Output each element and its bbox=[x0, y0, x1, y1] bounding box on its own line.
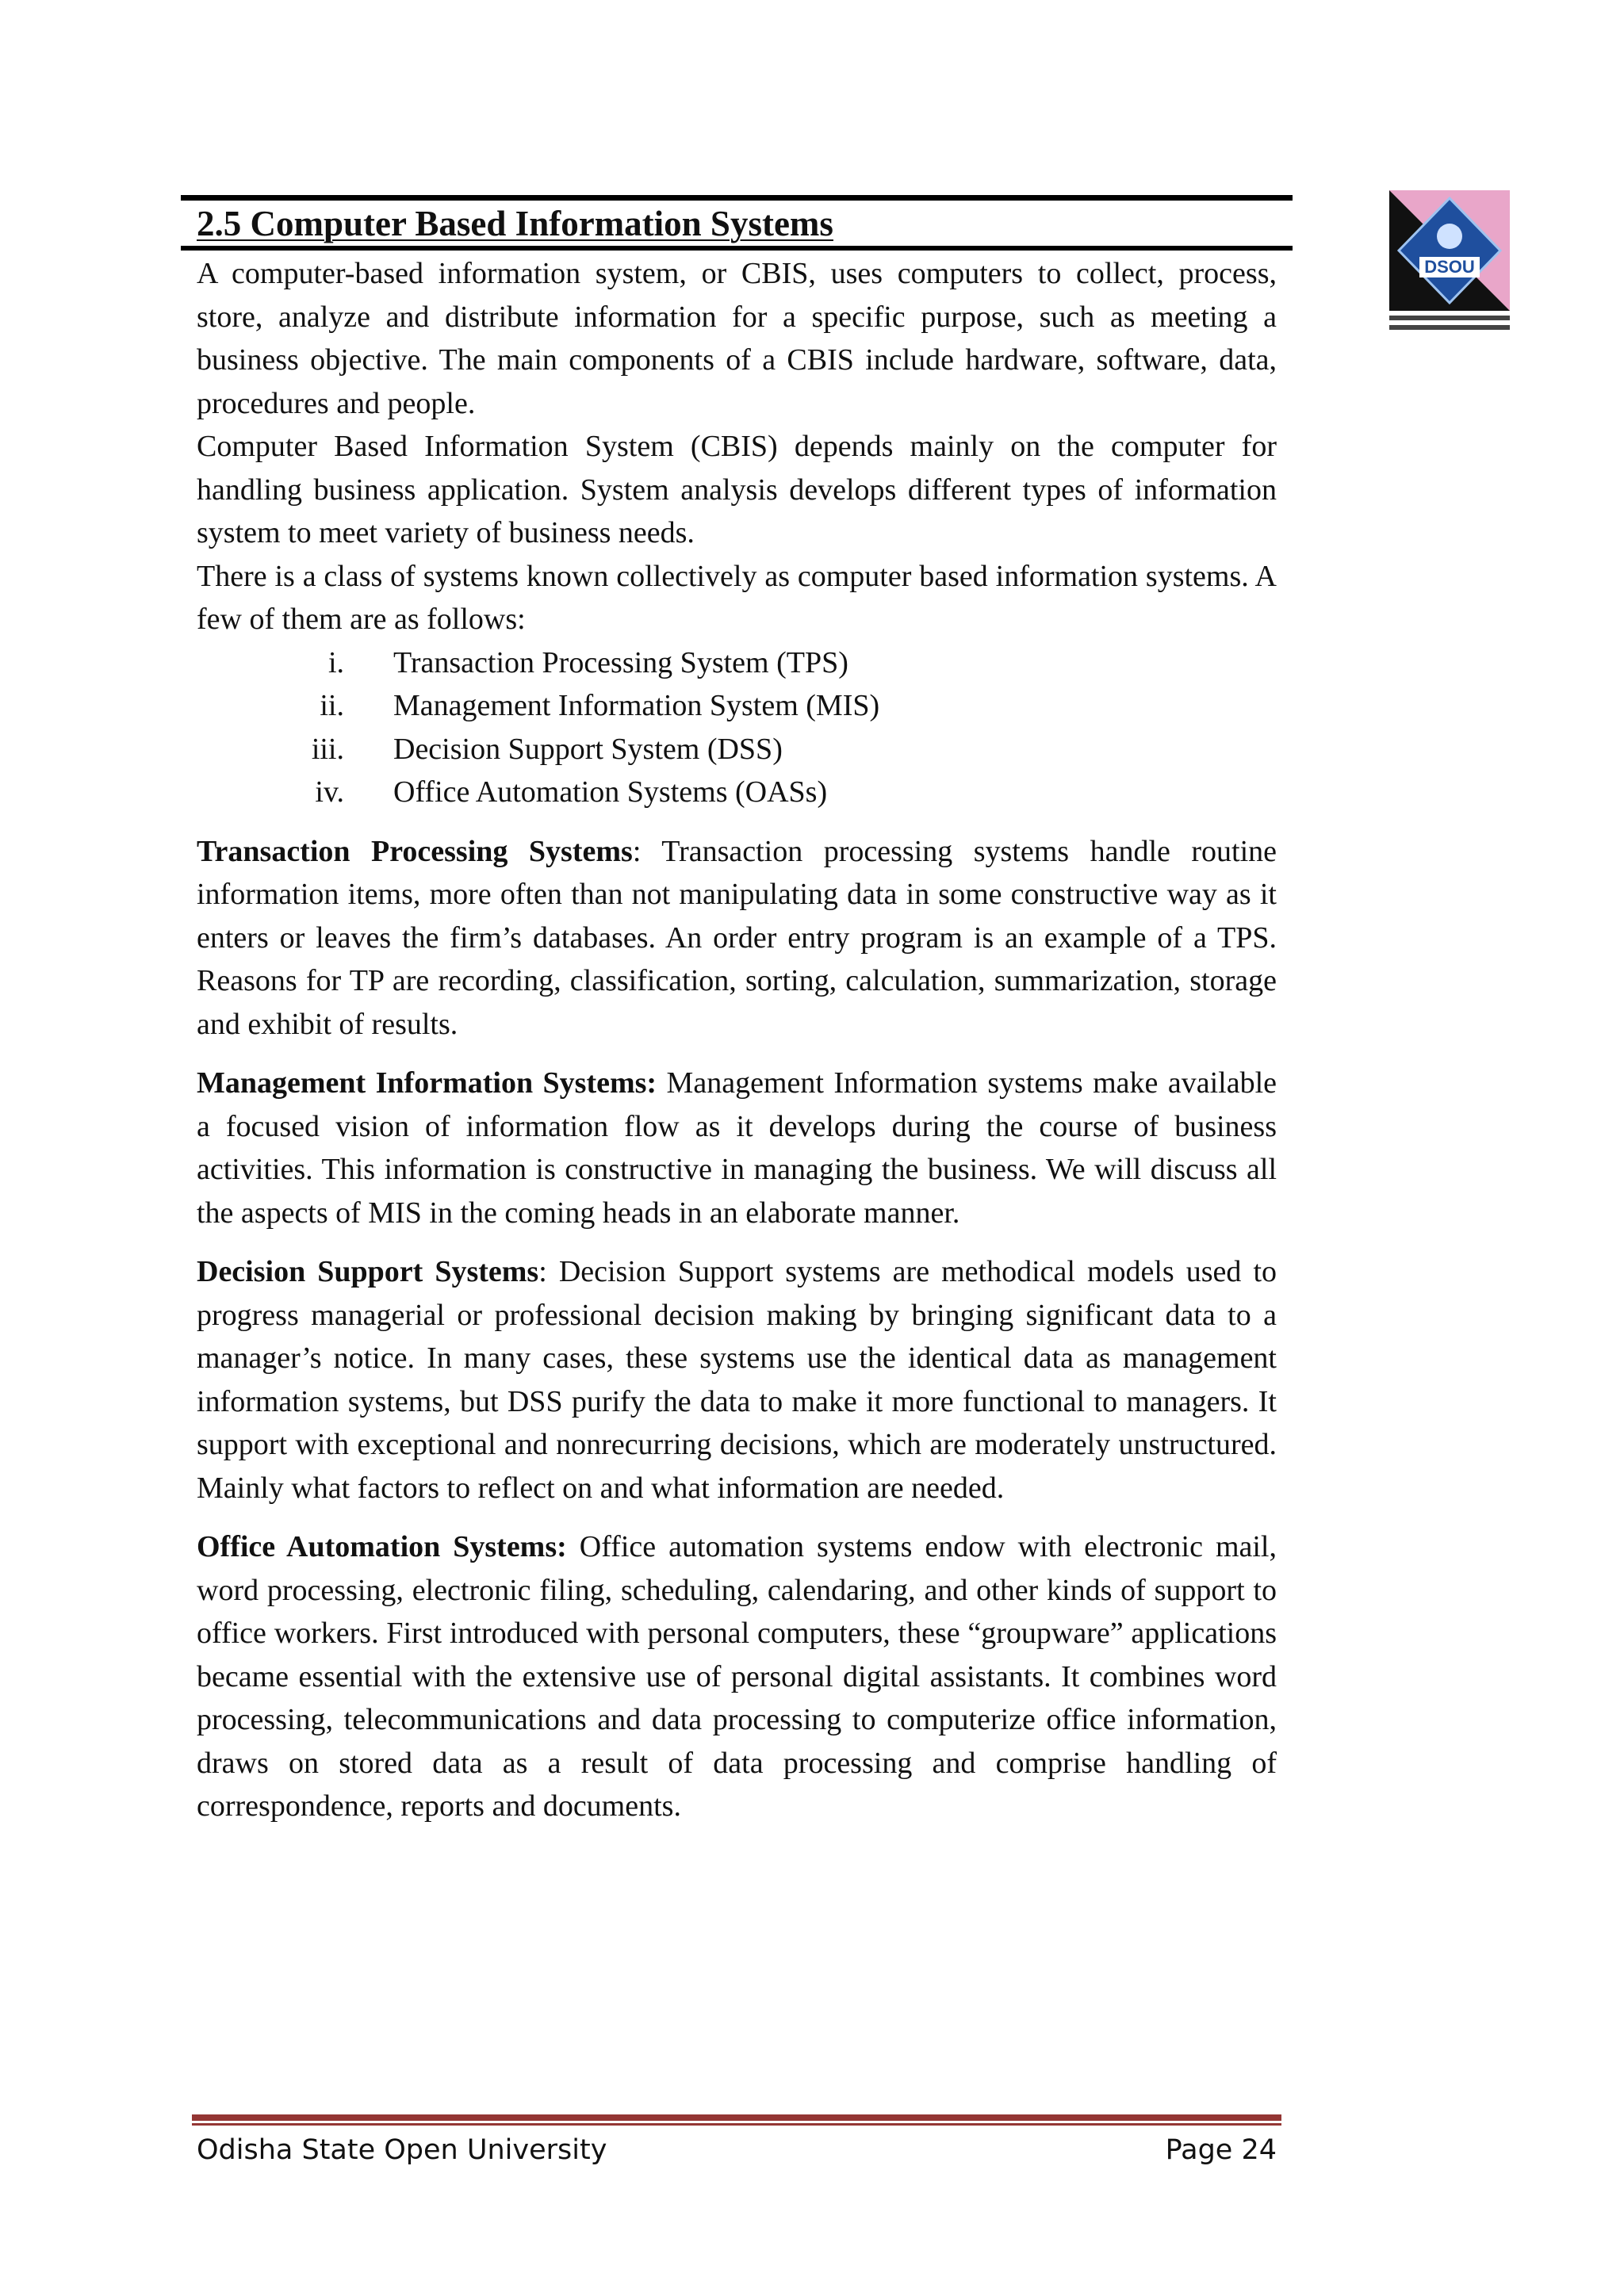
oas-term: Office Automation Systems: bbox=[197, 1530, 567, 1563]
list-item bbox=[197, 641, 1277, 685]
tps-term: Transaction Processing Systems bbox=[197, 834, 633, 868]
list-item-text: Management Information System (MIS) bbox=[393, 689, 880, 722]
class-paragraph: There is a class of systems known collectively as computer based information systems. A few of them are as follows: bbox=[197, 559, 1277, 636]
cbis-paragraph: Computer Based Information System (CBIS) depends mainly on the computer for handling business application. System analysis develops different types of information system to meet variety of business needs. bbox=[197, 430, 1277, 549]
oas-separator bbox=[567, 1530, 580, 1563]
footer-rule-thick bbox=[192, 2114, 1281, 2121]
page-body bbox=[197, 252, 1277, 1828]
university-logo bbox=[1389, 190, 1510, 338]
dss-term: Decision Support Systems bbox=[197, 1255, 539, 1288]
list-item-number: iv. bbox=[315, 775, 344, 809]
list-item bbox=[197, 684, 1277, 728]
dss-separator: : bbox=[538, 1255, 559, 1288]
cbis-types-list bbox=[197, 641, 1277, 814]
logo-caption-line-1 bbox=[1389, 316, 1510, 320]
list-item-number: ii. bbox=[320, 689, 344, 722]
list-item bbox=[197, 771, 1277, 814]
intro-paragraph: A computer-based information system, or CBIS, uses computers to collect, process, store, analyze and distribute information for a specific purpose, such as meeting a business objective. The main components of a CBIS include hardware, software, data, procedures and people. bbox=[197, 257, 1277, 420]
footer-page-number: Page 24 bbox=[1165, 2134, 1277, 2166]
list-item-text: Decision Support System (DSS) bbox=[393, 732, 783, 766]
mis-text: Management Information systems make available a focused vision of information flow as it develops during the course of business activities. This information is constructive in managing the business. We will discuss all the aspects of MIS in the coming heads in an elaborate manner. bbox=[197, 1066, 1277, 1230]
oas-text: Office automation systems endow with electronic mail, word processing, electronic filing, scheduling, calendaring, and other kinds of support to office workers. First introduced with personal computers, these “groupware” applications became essential with the extensive use of personal digital assistants. It combines word processing, telecommunications and data processing to computerize office information, draws on stored data as a result of data processing and comprise handling of correspondence, reports and documents. bbox=[197, 1530, 1277, 1823]
section-title: 2.5 Computer Based Information Systems bbox=[197, 204, 833, 243]
footer-institution: Odisha State Open University bbox=[197, 2134, 607, 2166]
footer-rule-thin bbox=[192, 2123, 1281, 2126]
tps-definition bbox=[197, 830, 1277, 1047]
mis-term: Management Information Systems: bbox=[197, 1066, 657, 1100]
list-item-text: Transaction Processing System (TPS) bbox=[393, 645, 848, 679]
logo-caption-line-2 bbox=[1389, 325, 1510, 330]
tps-separator: : bbox=[632, 834, 662, 868]
logo-text: DSOU bbox=[1424, 257, 1475, 277]
list-item-number: i. bbox=[327, 645, 344, 679]
list-item-text: Office Automation Systems (OASs) bbox=[393, 775, 828, 809]
mis-definition bbox=[197, 1062, 1277, 1234]
list-item bbox=[197, 728, 1277, 771]
list-item-number: iii. bbox=[311, 732, 344, 766]
header-top-rule bbox=[181, 195, 1293, 201]
mis-separator bbox=[657, 1066, 666, 1100]
dss-text: Decision Support systems are methodical models used to progress managerial or professional decision making by bringing significant data to a manager’s notice. In many cases, these systems use the identical data as management information systems, but DSS purify the data to make it more functional to managers. It support with exceptional and nonrecurring decisions, which are moderately unstructured. Mainly what factors to reflect on and what information are needed. bbox=[197, 1255, 1277, 1505]
dss-definition bbox=[197, 1250, 1277, 1510]
oas-definition bbox=[197, 1525, 1277, 1828]
tps-text: Transaction processing systems handle routine information items, more often than not manipulating data in some constructive way as it enters or leaves the firm’s databases. An order entry program is an example of a TPS. Reasons for TP are recording, classification, sorting, calculation, summarization, storage and exhibit of results. bbox=[197, 834, 1277, 1041]
header-bottom-rule bbox=[181, 246, 1293, 251]
logo-emblem bbox=[1437, 224, 1462, 249]
